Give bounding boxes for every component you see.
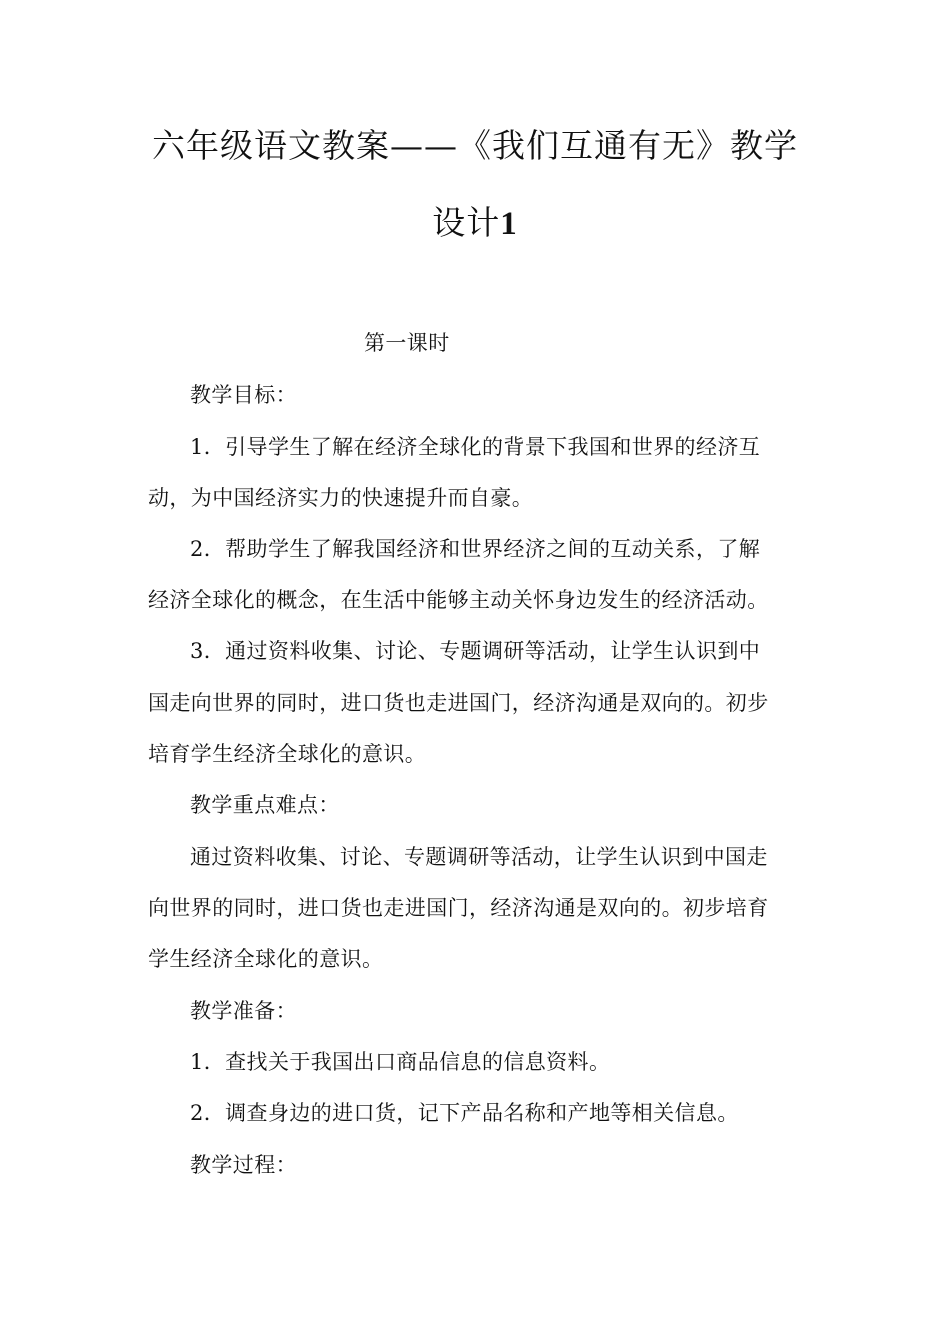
key-points-line-3: 学生经济全球化的意识。 bbox=[148, 947, 384, 971]
title-text: 设计 bbox=[432, 203, 501, 242]
key-points-line-2: 向世界的同时，进口货也走进国门，经济沟通是双向的。初步培育 bbox=[148, 896, 769, 920]
goal-1-line-2: 动，为中国经济实力的快速提升而自豪。 bbox=[148, 486, 534, 510]
goals-heading: 教学目标： bbox=[190, 383, 297, 407]
key-points-line-1: 通过资料收集、讨论、专题调研等活动，让学生认识到中国走 bbox=[190, 845, 768, 869]
goal-2-line-2: 经济全球化的概念，在生活中能够主动关怀身边发生的经济活动。 bbox=[148, 588, 769, 612]
title-number: 1 bbox=[500, 206, 518, 242]
process-heading: 教学过程： bbox=[190, 1153, 297, 1177]
goal-3-line-2: 国走向世界的同时，进口货也走进国门，经济沟通是双向的。初步 bbox=[148, 691, 769, 715]
goal-3-line-1: 3．通过资料收集、讨论、专题调研等活动，让学生认识到中 bbox=[190, 639, 761, 663]
lesson-label: 第一课时 bbox=[364, 331, 450, 355]
goal-1-line-1: 1．引导学生了解在经济全球化的背景下我国和世界的经济互 bbox=[190, 435, 761, 459]
goal-2-line-1: 2．帮助学生了解我国经济和世界经济之间的互动关系，了解 bbox=[190, 537, 761, 561]
key-points-heading: 教学重点难点： bbox=[190, 793, 340, 817]
document-title-line-2 bbox=[148, 203, 802, 244]
goal-3-line-3: 培育学生经济全球化的意识。 bbox=[148, 742, 427, 766]
document-title-line-1: 六年级语文教案——《我们互通有无》教学 bbox=[152, 126, 798, 165]
preparation-item-1: 1．查找关于我国出口商品信息的信息资料。 bbox=[190, 1050, 611, 1074]
preparation-heading: 教学准备： bbox=[190, 999, 297, 1023]
preparation-item-2: 2．调查身边的进口货，记下产品名称和产地等相关信息。 bbox=[190, 1101, 739, 1125]
